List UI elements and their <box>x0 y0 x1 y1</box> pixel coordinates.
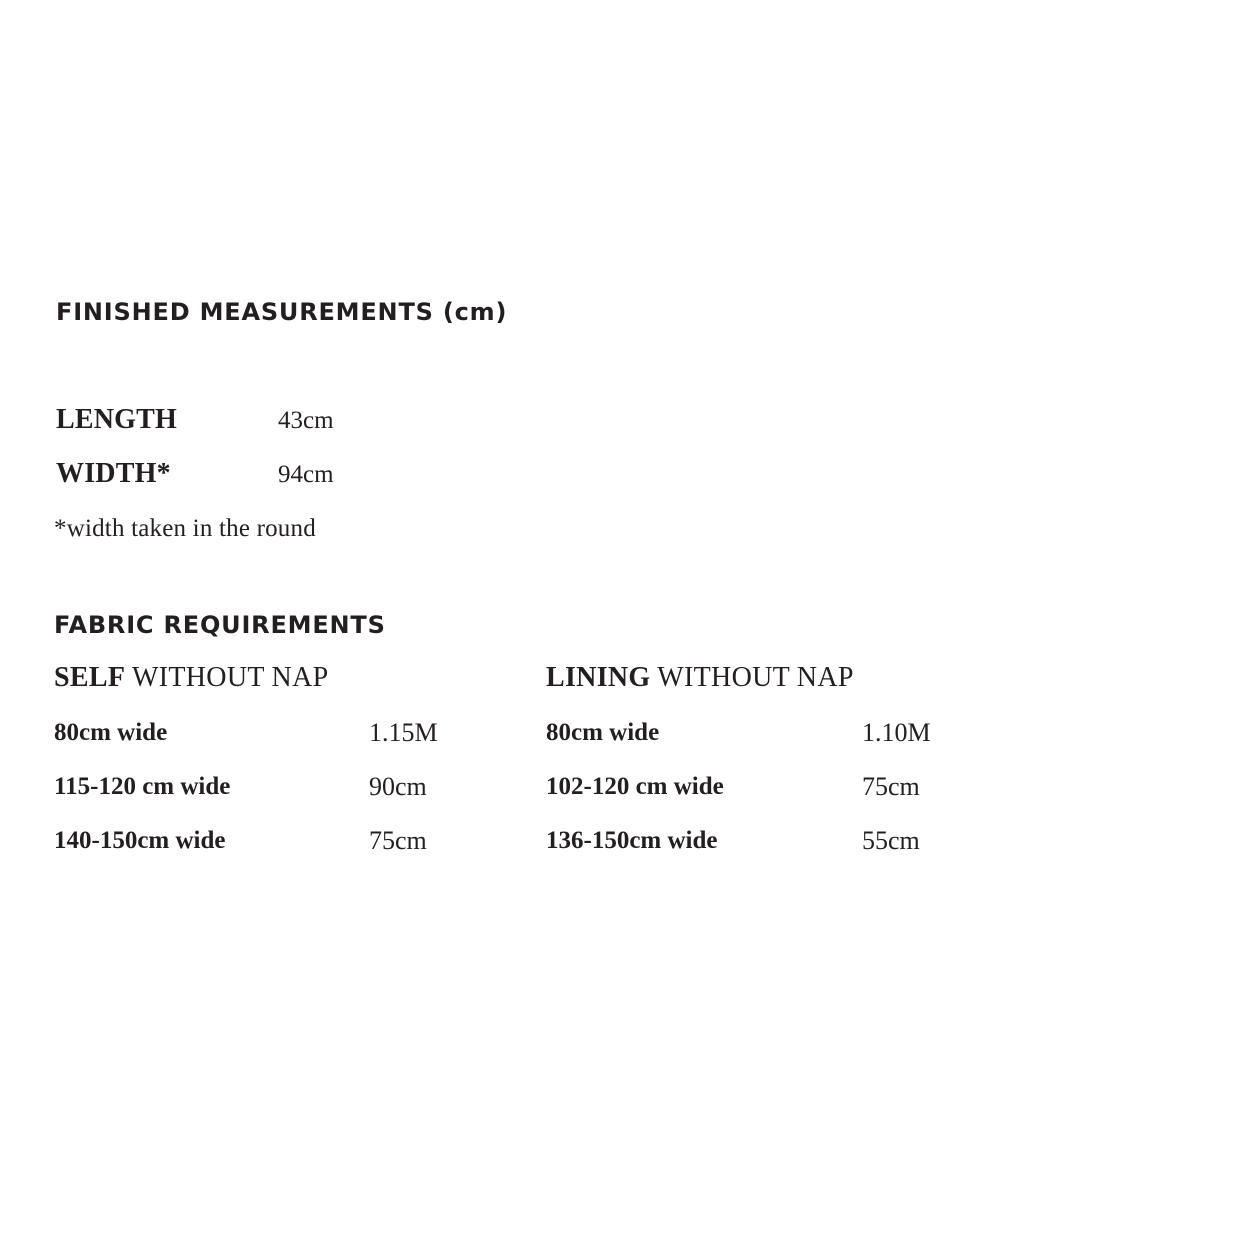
lining-heading-bold: LINING <box>546 662 651 693</box>
lining-row-1-amount: 1.10M <box>862 718 931 747</box>
self-column-heading <box>54 664 328 692</box>
width-value: 94cm <box>278 461 334 488</box>
self-row-1-width: 80cm wide <box>54 719 168 746</box>
lining-row-2-amount: 75cm <box>862 772 920 801</box>
self-row-1-amount: 1.15M <box>369 718 438 747</box>
length-label: LENGTH <box>56 404 178 435</box>
lining-column-heading <box>546 664 854 692</box>
self-row-3-width: 140-150cm wide <box>54 827 226 854</box>
width-label: WIDTH* <box>56 458 171 489</box>
length-value: 43cm <box>278 407 334 434</box>
self-heading-rest: WITHOUT NAP <box>125 662 329 693</box>
self-heading-bold: SELF <box>54 662 126 693</box>
lining-row-3-amount: 55cm <box>862 826 920 855</box>
lining-row-3-width: 136-150cm wide <box>546 827 718 854</box>
lining-row-1-width: 80cm wide <box>546 719 660 746</box>
finished-measurements-heading: FINISHED MEASUREMENTS (cm) <box>56 298 508 326</box>
lining-heading-rest: WITHOUT NAP <box>650 662 854 693</box>
self-row-2-width: 115-120 cm wide <box>54 773 231 800</box>
self-row-2-amount: 90cm <box>369 772 427 801</box>
fabric-requirements-heading: FABRIC REQUIREMENTS <box>54 611 386 639</box>
self-row-3-amount: 75cm <box>369 826 427 855</box>
lining-row-2-width: 102-120 cm wide <box>546 773 724 800</box>
width-footnote: *width taken in the round <box>54 515 316 542</box>
